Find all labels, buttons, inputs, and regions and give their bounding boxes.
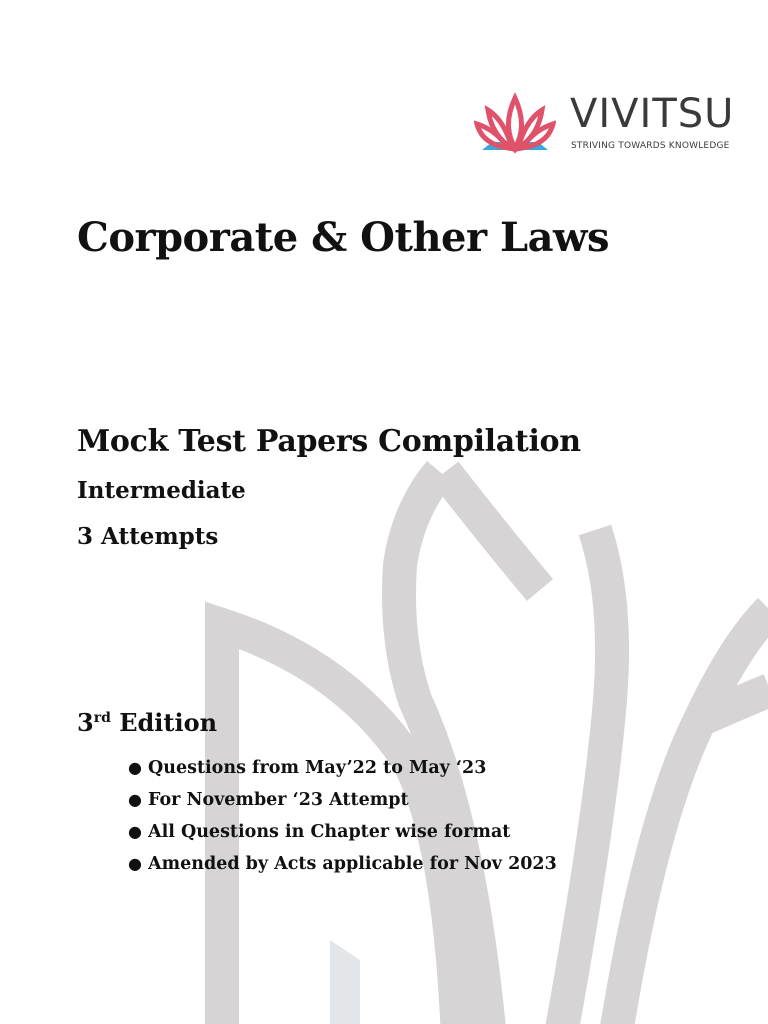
- logo-tagline: STRIVING TOWARDS KNOWLEDGE: [571, 141, 730, 151]
- attempts-count: 3 Attempts: [77, 523, 219, 550]
- document-subtitle: Mock Test Papers Compilation: [77, 424, 581, 459]
- edition-heading: [77, 708, 217, 737]
- edition-label: Edition: [119, 708, 218, 737]
- list-item: [128, 786, 557, 818]
- logo-wordmark: VIVITSU: [570, 91, 735, 137]
- list-item: [128, 850, 557, 882]
- bullet-dot-icon: ●: [128, 854, 142, 873]
- list-item-text: Amended by Acts applicable for Nov 2023: [148, 854, 557, 874]
- list-item: [128, 754, 557, 786]
- bullet-dot-icon: ●: [128, 822, 142, 841]
- list-item: [128, 818, 557, 850]
- list-item-text: Questions from May’22 to May ‘23: [148, 758, 487, 778]
- list-item-text: For November ‘23 Attempt: [148, 790, 409, 810]
- document-title: Corporate & Other Laws: [77, 214, 609, 261]
- edition-number: 3: [77, 708, 94, 737]
- feature-list: [128, 754, 557, 882]
- bullet-dot-icon: ●: [128, 790, 142, 809]
- lotus-icon: [474, 86, 556, 158]
- edition-suffix: rd: [93, 710, 111, 726]
- brand-logo: [474, 86, 735, 158]
- list-item-text: All Questions in Chapter wise format: [148, 822, 511, 842]
- bullet-dot-icon: ●: [128, 758, 142, 777]
- course-level: Intermediate: [77, 477, 246, 504]
